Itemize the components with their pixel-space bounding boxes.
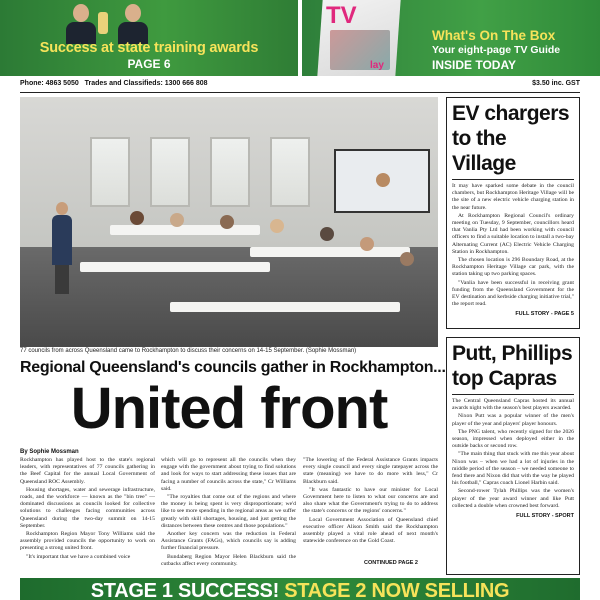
contact-strip xyxy=(20,80,580,92)
attendee-figure xyxy=(320,227,334,241)
photo-window xyxy=(150,137,190,207)
main-story-headline[interactable]: United front xyxy=(70,376,388,441)
attendee-figure xyxy=(220,215,234,229)
story-paragraph: Bundaberg Region Mayor Helen Blackburn said the cutbacks affect every community. xyxy=(161,553,296,567)
story-column-3 xyxy=(303,457,438,575)
attendee-figure xyxy=(130,211,144,225)
capras-story-headline[interactable]: Putt, Phillips top Capras xyxy=(452,342,573,390)
story-column-2 xyxy=(161,457,296,575)
promo-tv-title: What's On The Box xyxy=(432,28,556,43)
magazine-masthead: TV xyxy=(326,2,357,29)
presentation-screen xyxy=(334,149,430,213)
advert-text-part2: STAGE 2 NOW SELLING xyxy=(284,580,510,600)
story-paragraph: which will go to represent all the councils when they engage with the government about trying to find solutions and look for ways to start addressing these issues that are facing a number of councils across the state," Cr Williams said. xyxy=(161,457,296,492)
continued-link[interactable]: CONTINUED PAGE 2 xyxy=(364,560,418,566)
capras-full-story-link[interactable]: FULL STORY - SPORT xyxy=(516,513,574,520)
phone-number: Phone: 4863 5050 xyxy=(20,80,79,87)
masthead-divider xyxy=(20,92,580,93)
story-paragraph: "Vanlia have been successful in receiving grant funding from the Queensland Government for the EV destination and kerbside charging initiative trial," the report read. xyxy=(452,279,574,308)
main-story-photo[interactable] xyxy=(20,97,438,347)
promo-awards-title: Success at state training awards xyxy=(39,40,259,56)
story-paragraph: Rockhampton Region Mayor Tony Williams said the assembly provided councils the opportunity to work on presenting a strong united front. xyxy=(20,531,155,552)
main-story-kicker: Regional Queensland's councils gather in Rockhampton... xyxy=(20,359,446,376)
story-paragraph: Rockhampton has played host to the state's regional leaders, with representatives of 77 councils gathering in the Beef Capital for the annual Local Government of Queensland ROC Assembly. xyxy=(20,457,155,485)
photo-window xyxy=(270,137,310,207)
advert-text-part1: STAGE 1 SUCCESS! xyxy=(90,580,285,600)
story-paragraph: "The royalties that come out of the regions and where the money is being spent is very disproportionate; we'd like to see more spending in the regional areas as we suffer greatly with skill shortages, housing, and just getting the distances between these centres and those populations." xyxy=(161,494,296,529)
conference-table xyxy=(250,247,410,257)
story-paragraph: Second-rower Tylah Phillips was the women's player of the year award winner and like Putt collected a double when crowned best forward. xyxy=(452,488,574,509)
person-figure xyxy=(64,0,98,44)
story-paragraph: The chosen location is 296 Boundary Road, at the Rockhampton Heritage Village car park, with the station taking up two parking spaces. xyxy=(452,257,574,278)
photo-caption: 77 councils from across Queensland came to Rockhampton to discuss their concerns on 14-15 September. (Sophie Mossman) xyxy=(20,348,357,354)
story-paragraph: "It's important that we have a combined voice xyxy=(26,553,131,560)
promo-tv-subtitle: Your eight-page TV Guide xyxy=(432,44,561,56)
story-paragraph: At Rockhampton Regional Council's ordinary meeting on Tuesday, 9 September, councillors heard that Vanlia Pty Ltd had been working with council officers to find a suitable location to install a two-bay Alternating Current (AC) Electric Vehicle Charging Station in Rockhampton. xyxy=(452,212,574,255)
attendee-figure xyxy=(270,219,284,233)
stage-sales-advert-banner[interactable] xyxy=(20,578,580,600)
conference-table xyxy=(80,262,270,272)
story-paragraph: "It was fantastic to have our minister for Local Government here to listen to what our concerns are and also share what the Government's trying to do to address the state's concerns or the regions' concerns." xyxy=(303,486,438,515)
attendee-figure xyxy=(170,213,184,227)
contact-numbers xyxy=(20,80,208,87)
person-figure xyxy=(116,0,150,44)
promo-awards-page: PAGE 6 xyxy=(127,57,171,71)
story-paragraph: It may have sparked some debate in the council chambers, but Rockhampton Heritage Village will be the site of a new electric vehicle charging station in the near future. xyxy=(452,183,574,211)
speaker-figure xyxy=(52,202,72,294)
story-column-1 xyxy=(20,457,155,575)
story-paragraph: "The main thing that stuck with me this year about Nixon was – when we had a lot of injuries in the middle period of the season – we needed someone to fend there and Nixon did that with the way he played his football," Capras coach Lionel Harbin said. xyxy=(452,451,574,487)
photo-window xyxy=(90,137,130,207)
conference-table xyxy=(110,225,260,235)
capras-story-body xyxy=(447,398,579,510)
attendee-figure xyxy=(360,237,374,251)
photo-window xyxy=(210,137,250,207)
classifieds-number: Trades and Classifieds: 1300 666 808 xyxy=(84,80,208,87)
promo-banner-tv-guide[interactable] xyxy=(302,0,600,76)
trophy-icon xyxy=(98,12,108,34)
headline-rule xyxy=(452,394,574,395)
awards-photo xyxy=(46,0,166,44)
story-paragraph: Nixon Putt was a popular winner of the men's player of the year and players' player honours. xyxy=(452,413,574,427)
promo-tv-inside-today: INSIDE TODAY xyxy=(432,58,517,72)
story-paragraph: "The lowering of the Federal Assistance Grants impacts every single council and every single ratepayer across the state (meaning) we have to do more with less," Cr Blackburn said. xyxy=(303,457,438,485)
story-paragraph: Another key concern was the reduction in Federal Assistance Grants (FAGs), which councils say is adding further financial pressure. xyxy=(161,531,296,552)
conference-table xyxy=(170,302,400,312)
main-story-byline: By Sophie Mossman xyxy=(20,449,79,455)
ev-full-story-link[interactable]: FULL STORY - PAGE 5 xyxy=(515,311,574,318)
main-story-body xyxy=(20,457,438,575)
advert-text xyxy=(20,580,580,600)
ev-story-headline[interactable]: EV chargers to the Village xyxy=(452,102,570,175)
story-paragraph: The PNG talent, who recently signed for the 2026 season, impressed when deployed either in the outside backs or second row. xyxy=(452,428,574,450)
story-paragraph: The Central Queensland Capras hosted its annual awards night with the season's best players awarded. xyxy=(452,398,574,412)
story-paragraph: Local Government Association of Queensland chief executive officer Alison Smith said the Rockhampton assembly played a vital role ahead of next month's statewide conference on the Gold Coast. xyxy=(303,516,438,545)
capras-story-box xyxy=(446,337,580,575)
cover-price: $3.50 inc. GST xyxy=(532,80,580,87)
promo-banner-awards[interactable] xyxy=(0,0,298,76)
ev-story-box xyxy=(446,97,580,329)
headline-rule xyxy=(452,179,574,180)
magazine-cover-text: lay xyxy=(370,60,384,71)
ev-story-body xyxy=(447,183,579,308)
attendee-figure xyxy=(400,252,414,266)
story-paragraph: Housing shortages, water and sewerage infrastructure, roads, and the workforce — known as the "bin tree" — dominated discussions as councils looked for collective solutions to challenges facing communities across Queensland during the two-day summit on 14-15 September. xyxy=(20,486,155,529)
